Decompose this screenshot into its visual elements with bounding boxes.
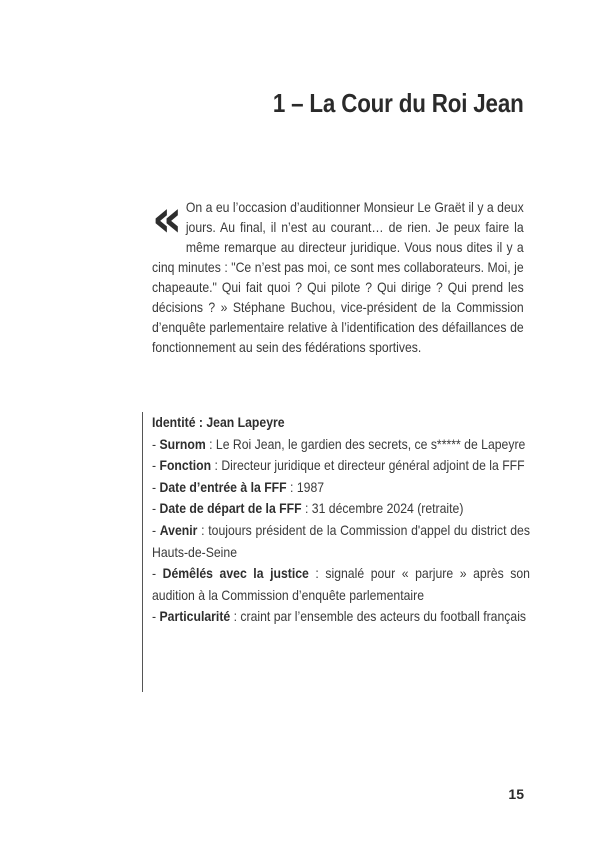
row-label: Particularité — [159, 609, 231, 625]
row-label: Démêlés avec la justice — [162, 566, 309, 582]
row-value: 31 décembre 2024 (retraite) — [311, 501, 464, 517]
row-value: signalé pour « parjure » après son audition à la Commission d’enquête parlementaire — [152, 566, 530, 603]
row-label: Surnom — [159, 436, 206, 452]
row-label: Fonction — [159, 458, 212, 474]
identity-card — [142, 412, 533, 692]
identity-row-fonction: - Fonction : Directeur juridique et directeur général adjoint de la FFF — [152, 458, 525, 474]
row-label: Date de départ de la FFF — [159, 501, 302, 517]
row-label: Date d’entrée à la FFF — [159, 479, 287, 495]
identity-row-date-entree: - Date d’entrée à la FFF : 1987 — [152, 479, 325, 495]
row-value: craint par l’ensemble des acteurs du football français — [240, 609, 527, 625]
opening-quote-mark: « — [152, 189, 177, 249]
identity-row-date-depart: - Date de départ de la FFF : 31 décembre 2024 (retraite) — [152, 501, 464, 517]
row-value: toujours président de la Commission d'appel du district des Hauts-de-Seine — [152, 522, 530, 560]
quote-text: On a eu l’occasion d’auditionner Monsieur Le Graët il y a deux jours. Au final, il n’est au courant… de rien. Je peux faire la même remarque au directeur juridique. Vous nous dites il y a cinq minutes : "Ce n’est pas moi, ce sont mes collaborateurs. Moi, je chapeaute." Qui fait quoi ? Qui pilote ? Qui dirige ? Qui prend les décisions ? » Stéphane Buchou, vice-président de la Commission d’enquête parlementaire relative à l’identification des défaillances de fonctionnement au sein des fédérations sportives. — [152, 200, 524, 355]
chapter-title: 1 – La Cour du Roi Jean — [273, 88, 524, 118]
row-value: Directeur juridique et directeur général adjoint de la FFF — [221, 458, 525, 474]
identity-heading: Identité : Jean Lapeyre — [152, 415, 285, 430]
identity-row-avenir: - Avenir : toujours président de la Commission d'appel du district des Hauts-de-Seine — [152, 522, 530, 560]
quote-body — [152, 189, 524, 358]
identity-row-demeles: - Démêlés avec la justice : signalé pour « parjure » après son audition à la Commission d’enquête parlementaire — [152, 566, 530, 603]
epigraph-quote — [152, 189, 524, 358]
page-number: 15 — [508, 786, 524, 802]
identity-row-surnom: - Surnom : Le Roi Jean, le gardien des secrets, ce s***** de Lapeyre — [152, 436, 526, 452]
identity-row-particularite: - Particularité : craint par l’ensemble des acteurs du football français — [152, 609, 527, 625]
row-value: 1987 — [296, 479, 325, 495]
row-value: Le Roi Jean, le gardien des secrets, ce s***** de Lapeyre — [215, 436, 526, 452]
row-label: Avenir — [159, 522, 198, 538]
